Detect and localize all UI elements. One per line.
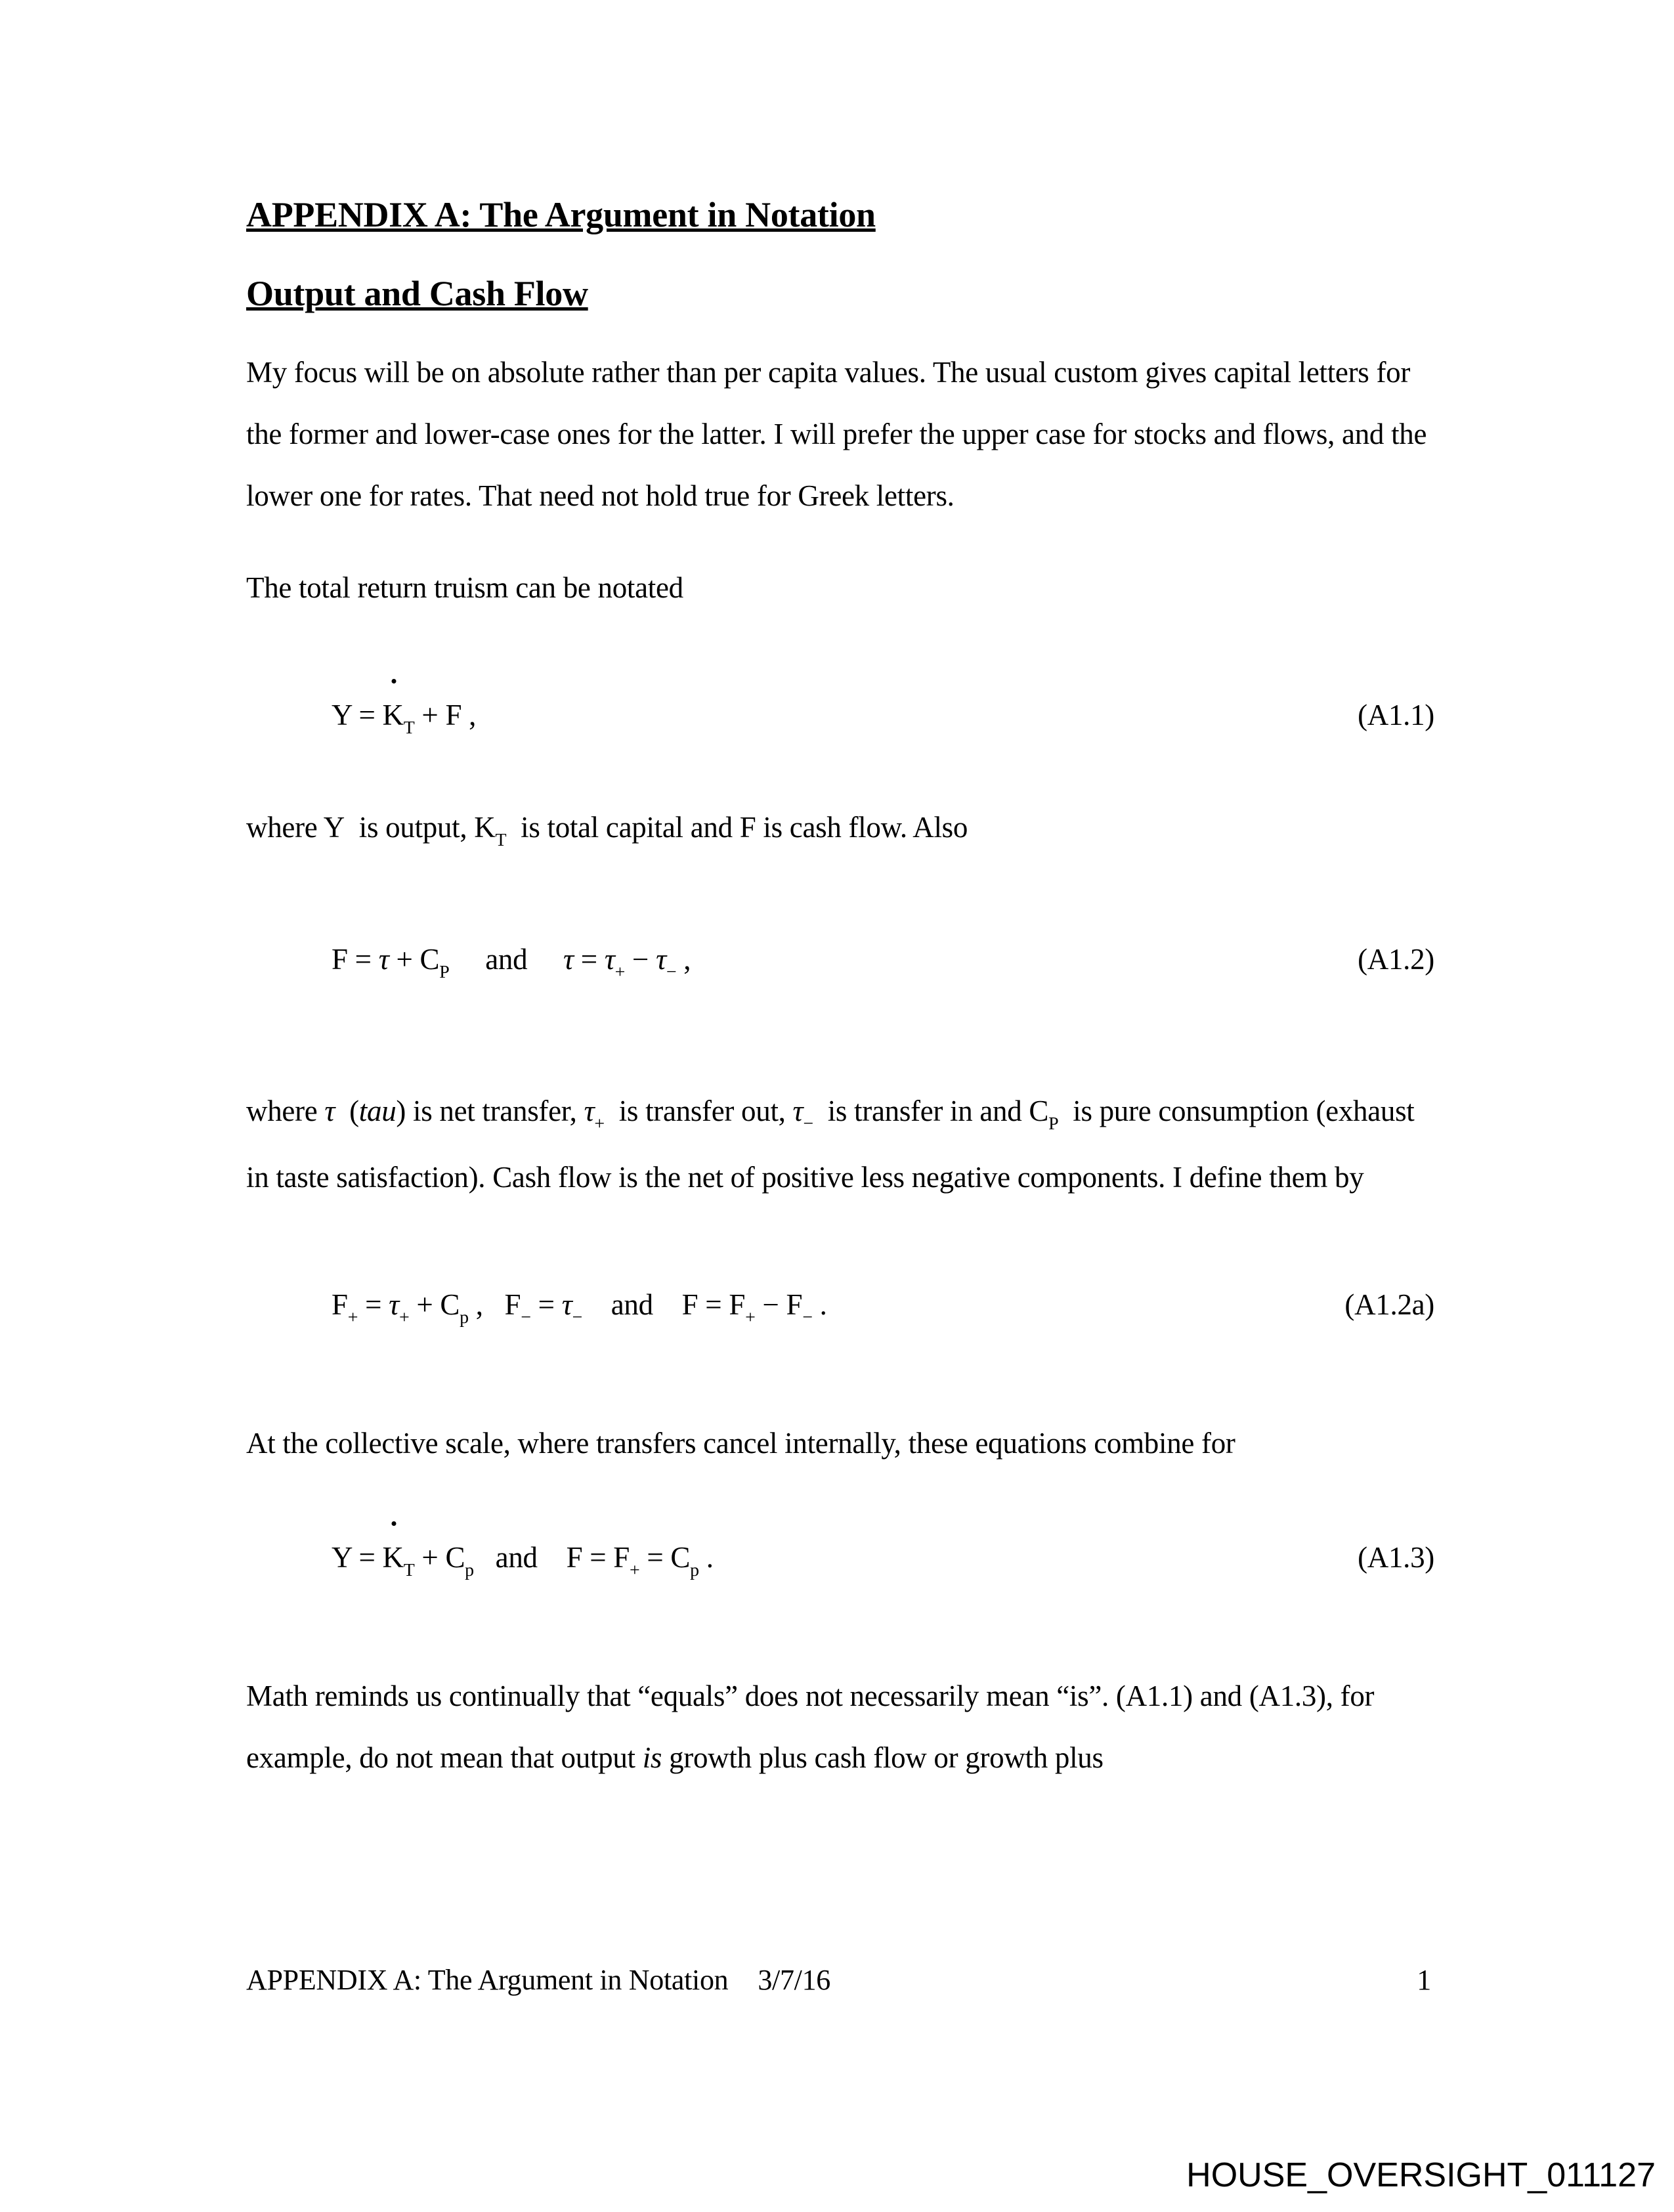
paragraph-where-output: where Y is output, $K_T$ is total capital and F is cash flow. Also [246,811,968,851]
equation-label-a12a: (A1.2a) [1344,1288,1434,1321]
paragraph-truism-lead: The total return truism can be notated [246,571,683,604]
equation-row-a13 [246,1527,1434,1593]
paragraph-collective-scale: At the collective scale, where transfers cancel internally, these equations combine for [246,1427,1235,1460]
page-number: 1 [1417,1964,1431,1996]
equation-label-a12: (A1.2) [1358,943,1434,976]
footer-left [246,1963,830,1997]
bates-number: HOUSE_OVERSIGHT_011127 [1186,2156,1656,2194]
equation-label-a11: (A1.1) [1358,699,1434,731]
equation-row-a11 [246,684,1434,750]
paragraph-where-tau: where τ (tau) is net transfer, $\tau_+$ is transfer out, $\tau_-$ is transfer in and $C_P$ is pure consumption (exhaust in taste satisfaction). Cash flow is the net of positive less negative components. I define them by [246,1095,1415,1194]
page-footer [246,1963,1431,1997]
equation-label-a13: (A1.3) [1358,1541,1434,1574]
equation-a12: $F = \tau + C_P$ and $\tau = \tau_+ - \tau_-$ , [332,943,691,983]
footer-title: APPENDIX A: The Argument in Notation [246,1964,729,1996]
footer-date: 3/7/16 [758,1964,830,1996]
equation-a12a: $F_+ = \tau_+ + C_p$ , $F_- = \tau_-$ and $F = F_+ - F_-$ . [332,1288,827,1328]
paragraph-intro: My focus will be on absolute rather than per capita values. The usual custom gives capital letters for the former and lower-case ones for the latter. I will prefer the upper case for stocks and flows, and the lower one for rates. That need not hold true for Greek letters. [246,356,1427,512]
section-heading: Output and Cash Flow [246,274,588,313]
document-title: APPENDIX A: The Argument in Notation [246,195,876,234]
equation-a13: $Y = K_T + C_p$ and $F = F_+ = C_p$ . [246,1527,1358,1593]
equation-row-a12 [246,928,1434,995]
equation-row-a12a [246,1274,1434,1340]
document-content [246,0,1434,1789]
paragraph-math-reminds: Math reminds us continually that “equals” does not necessarily mean “is”. (A1.1) and (A1.3), for example, do not mean that output is growth plus cash flow or growth plus [246,1680,1375,1774]
equation-a11: $Y = K_T + F$ , [246,684,1358,750]
